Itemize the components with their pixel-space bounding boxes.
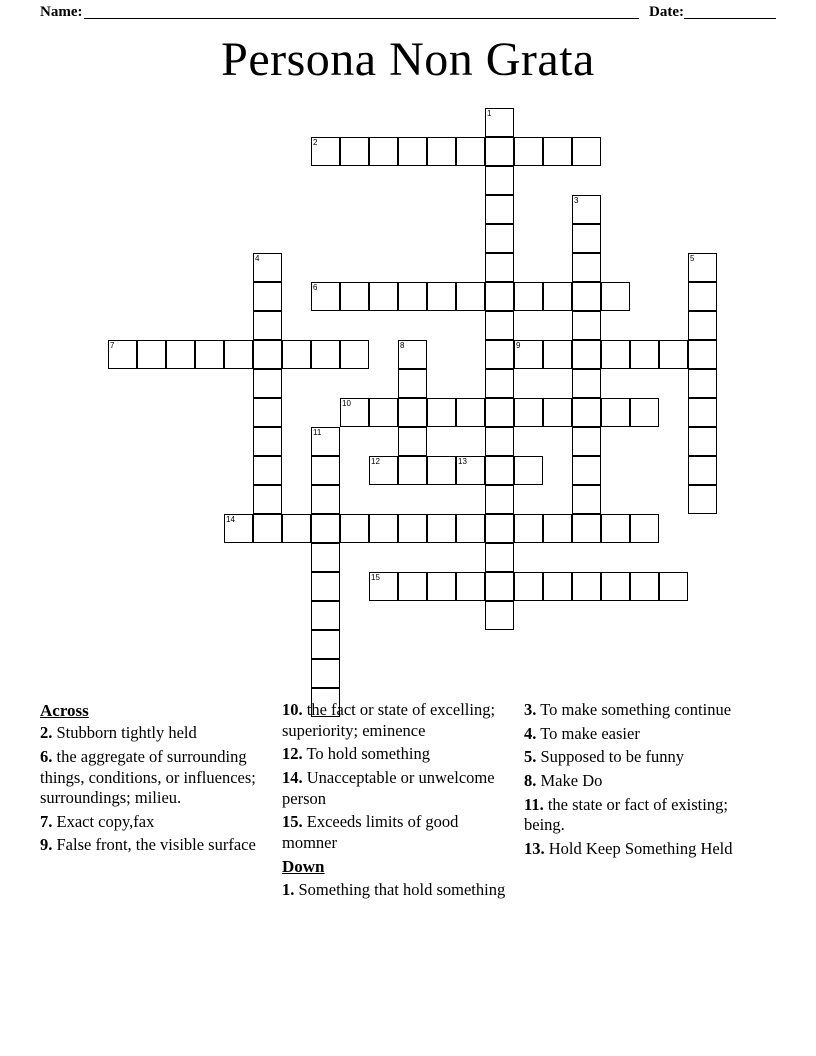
- crossword-cell[interactable]: [485, 398, 514, 427]
- clue-text: False front, the visible surface: [56, 835, 256, 855]
- crossword-cell[interactable]: [253, 514, 282, 543]
- crossword-cell[interactable]: [340, 340, 369, 369]
- crossword-cell[interactable]: [311, 630, 340, 659]
- crossword-cell[interactable]: [572, 514, 601, 543]
- crossword-cell[interactable]: [311, 601, 340, 630]
- crossword-cell[interactable]: [601, 572, 630, 601]
- crossword-cell[interactable]: [514, 137, 543, 166]
- crossword-cell[interactable]: [659, 572, 688, 601]
- crossword-cell[interactable]: [630, 398, 659, 427]
- name-label: Name:: [40, 3, 83, 20]
- clue-down-1: [282, 880, 516, 901]
- crossword-cell[interactable]: [572, 456, 601, 485]
- clue-number: 8.: [524, 770, 537, 790]
- clue-text: the aggregate of surrounding things, conditions, or influences; surroundings; milieu.: [40, 746, 256, 808]
- clue-text: To make something continue: [540, 700, 732, 719]
- crossword-cell[interactable]: [369, 137, 398, 166]
- clue-text: Supposed to be funny: [540, 747, 684, 767]
- crossword-cell[interactable]: [485, 253, 514, 282]
- clue-number: 7.: [40, 811, 53, 831]
- crossword-cell[interactable]: [543, 572, 572, 601]
- crossword-cell[interactable]: [253, 311, 282, 340]
- crossword-cell[interactable]: [485, 369, 514, 398]
- crossword-cell[interactable]: [688, 253, 717, 282]
- crossword-cell[interactable]: [572, 369, 601, 398]
- crossword-cell[interactable]: [688, 427, 717, 456]
- crossword-cell[interactable]: [688, 398, 717, 427]
- crossword-cell[interactable]: [572, 137, 601, 166]
- clue-text: Exceeds limits of good momner: [282, 812, 459, 852]
- clue-number: 12.: [282, 744, 303, 764]
- crossword-grid[interactable]: [108, 108, 708, 698]
- clues-column-3: [524, 700, 776, 990]
- clue-text: To hold something: [306, 744, 430, 764]
- clue-number: 5.: [524, 747, 537, 767]
- clue-down-3: [524, 700, 768, 721]
- across-heading: Across: [40, 701, 89, 720]
- crossword-cell[interactable]: [398, 340, 427, 369]
- crossword-cell[interactable]: [311, 572, 340, 601]
- crossword-cell[interactable]: [195, 340, 224, 369]
- crossword-cell[interactable]: [688, 369, 717, 398]
- crossword-cell[interactable]: [398, 427, 427, 456]
- crossword-cell[interactable]: [253, 398, 282, 427]
- cell-number: 12: [371, 457, 380, 466]
- clue-text: Stubborn tightly held: [56, 723, 197, 743]
- crossword-cell[interactable]: [543, 398, 572, 427]
- clue-number: 3.: [524, 700, 537, 719]
- crossword-cell[interactable]: [369, 398, 398, 427]
- cell-number: 10: [342, 399, 351, 408]
- crossword-cell[interactable]: [369, 572, 398, 601]
- crossword-cell[interactable]: [340, 282, 369, 311]
- clue-number: 13.: [524, 838, 545, 858]
- clue-down-8: [524, 771, 768, 792]
- crossword-cell[interactable]: [601, 340, 630, 369]
- clue-number: 4.: [524, 723, 537, 743]
- cell-number: 6: [313, 283, 318, 292]
- crossword-cell[interactable]: [543, 137, 572, 166]
- crossword-cell[interactable]: [427, 398, 456, 427]
- crossword-grid-container: [0, 108, 816, 698]
- clue-down-11: [524, 795, 768, 836]
- crossword-cell[interactable]: [485, 543, 514, 572]
- clue-across-14: [282, 768, 516, 809]
- clues-section: [40, 700, 776, 990]
- cell-number: 2: [313, 138, 318, 147]
- date-write-line[interactable]: [684, 5, 776, 19]
- crossword-cell[interactable]: [427, 137, 456, 166]
- crossword-cell[interactable]: [224, 340, 253, 369]
- crossword-cell[interactable]: [456, 398, 485, 427]
- crossword-cell[interactable]: [456, 572, 485, 601]
- crossword-cell[interactable]: [456, 514, 485, 543]
- clues-column-1: [40, 700, 282, 990]
- date-label: Date:: [649, 3, 684, 20]
- crossword-cell[interactable]: [369, 514, 398, 543]
- crossword-cell[interactable]: [514, 282, 543, 311]
- crossword-cell[interactable]: [427, 282, 456, 311]
- crossword-cell[interactable]: [311, 485, 340, 514]
- crossword-cell[interactable]: [514, 572, 543, 601]
- crossword-cell[interactable]: [572, 224, 601, 253]
- clue-text: To make easier: [540, 723, 640, 743]
- cell-number: 14: [226, 515, 235, 524]
- crossword-cell[interactable]: [688, 340, 717, 369]
- cell-number: 11: [313, 428, 322, 437]
- crossword-cell[interactable]: [253, 282, 282, 311]
- crossword-cell[interactable]: [572, 253, 601, 282]
- crossword-cell[interactable]: [311, 659, 340, 688]
- name-write-line[interactable]: [84, 5, 639, 19]
- crossword-cell[interactable]: [572, 427, 601, 456]
- clues-column-2: [282, 700, 524, 990]
- crossword-cell[interactable]: [485, 514, 514, 543]
- page-title: Persona Non Grata: [221, 33, 595, 86]
- crossword-cell[interactable]: [688, 311, 717, 340]
- crossword-cell[interactable]: [514, 340, 543, 369]
- clue-down-13: [524, 839, 768, 860]
- clue-text: the fact or state of excelling; superiority; eminence: [282, 700, 496, 740]
- crossword-cell[interactable]: [572, 195, 601, 224]
- clue-across-9: [40, 835, 274, 856]
- crossword-cell[interactable]: [572, 282, 601, 311]
- clue-text: Hold Keep Something Held: [548, 838, 733, 858]
- worksheet-header: [40, 0, 776, 24]
- clue-number: 15.: [282, 812, 303, 832]
- crossword-cell[interactable]: [369, 456, 398, 485]
- crossword-cell[interactable]: [485, 427, 514, 456]
- clue-number: 9.: [40, 835, 53, 855]
- crossword-cell[interactable]: [311, 543, 340, 572]
- crossword-cell[interactable]: [688, 456, 717, 485]
- crossword-cell[interactable]: [311, 514, 340, 543]
- crossword-cell[interactable]: [398, 398, 427, 427]
- crossword-cell[interactable]: [398, 456, 427, 485]
- crossword-cell[interactable]: [398, 514, 427, 543]
- clue-across-12: [282, 744, 516, 765]
- crossword-cell[interactable]: [427, 572, 456, 601]
- crossword-cell[interactable]: [688, 282, 717, 311]
- clue-down-4: [524, 724, 768, 745]
- crossword-cell[interactable]: [485, 485, 514, 514]
- crossword-cell[interactable]: [253, 253, 282, 282]
- crossword-cell[interactable]: [253, 456, 282, 485]
- clue-text: the state or fact of existing; being.: [524, 794, 728, 835]
- cell-number: 7: [110, 341, 115, 350]
- cell-number: 9: [516, 341, 521, 350]
- crossword-cell[interactable]: [630, 340, 659, 369]
- crossword-cell[interactable]: [630, 572, 659, 601]
- crossword-cell[interactable]: [398, 572, 427, 601]
- crossword-cell[interactable]: [340, 137, 369, 166]
- crossword-cell[interactable]: [166, 340, 195, 369]
- crossword-cell[interactable]: [253, 485, 282, 514]
- crossword-cell[interactable]: [311, 340, 340, 369]
- clue-number: 10.: [282, 700, 303, 719]
- clue-number: 14.: [282, 767, 303, 787]
- clue-down-5: [524, 747, 768, 768]
- clue-text: Exact copy,fax: [56, 811, 155, 831]
- crossword-cell[interactable]: [514, 456, 543, 485]
- crossword-cell[interactable]: [543, 340, 572, 369]
- crossword-cell[interactable]: [340, 514, 369, 543]
- crossword-cell[interactable]: [688, 485, 717, 514]
- crossword-cell[interactable]: [485, 195, 514, 224]
- crossword-cell[interactable]: [485, 166, 514, 195]
- clue-across-7: [40, 812, 274, 833]
- crossword-cell[interactable]: [311, 456, 340, 485]
- crossword-cell[interactable]: [253, 427, 282, 456]
- crossword-cell[interactable]: [427, 456, 456, 485]
- clue-number: 6.: [40, 746, 53, 766]
- crossword-cell[interactable]: [514, 514, 543, 543]
- clue-number: 2.: [40, 723, 53, 743]
- cell-number: 4: [255, 254, 260, 263]
- crossword-cell[interactable]: [108, 340, 137, 369]
- crossword-cell[interactable]: [572, 340, 601, 369]
- clue-across-2: [40, 723, 274, 744]
- crossword-cell[interactable]: [485, 456, 514, 485]
- cell-number: 5: [690, 254, 695, 263]
- crossword-cell[interactable]: [398, 137, 427, 166]
- crossword-cell[interactable]: [543, 514, 572, 543]
- crossword-cell[interactable]: [369, 282, 398, 311]
- crossword-cell[interactable]: [137, 340, 166, 369]
- crossword-cell[interactable]: [340, 398, 369, 427]
- crossword-cell[interactable]: [311, 427, 340, 456]
- crossword-cell[interactable]: [601, 398, 630, 427]
- crossword-cell[interactable]: [224, 514, 253, 543]
- crossword-cell[interactable]: [485, 137, 514, 166]
- clue-text: Make Do: [540, 770, 603, 790]
- crossword-cell[interactable]: [485, 282, 514, 311]
- crossword-cell[interactable]: [601, 282, 630, 311]
- down-heading: Down: [282, 857, 325, 877]
- crossword-cell[interactable]: [485, 572, 514, 601]
- crossword-cell[interactable]: [514, 398, 543, 427]
- crossword-cell[interactable]: [543, 282, 572, 311]
- crossword-cell[interactable]: [601, 514, 630, 543]
- crossword-cell[interactable]: [485, 601, 514, 630]
- crossword-cell[interactable]: [572, 398, 601, 427]
- clue-across-10: [282, 700, 516, 741]
- clue-number: 1.: [282, 879, 295, 899]
- crossword-cell[interactable]: [311, 137, 340, 166]
- cell-number: 15: [371, 573, 380, 582]
- cell-number: 13: [458, 457, 467, 466]
- cell-number: 8: [400, 341, 405, 350]
- crossword-cell[interactable]: [572, 572, 601, 601]
- crossword-cell[interactable]: [630, 514, 659, 543]
- crossword-cell[interactable]: [427, 514, 456, 543]
- crossword-cell[interactable]: [485, 108, 514, 137]
- crossword-cell[interactable]: [398, 369, 427, 398]
- clue-text: Something that hold something: [298, 879, 506, 899]
- crossword-cell[interactable]: [659, 340, 688, 369]
- crossword-cell[interactable]: [253, 340, 282, 369]
- crossword-cell[interactable]: [456, 456, 485, 485]
- crossword-cell[interactable]: [485, 340, 514, 369]
- crossword-cell[interactable]: [282, 340, 311, 369]
- crossword-cell[interactable]: [456, 282, 485, 311]
- crossword-cell[interactable]: [398, 282, 427, 311]
- clue-number: 11.: [524, 794, 544, 814]
- crossword-cell[interactable]: [485, 224, 514, 253]
- crossword-cell[interactable]: [253, 369, 282, 398]
- crossword-cell[interactable]: [485, 311, 514, 340]
- cell-number: 1: [487, 109, 492, 118]
- crossword-cell[interactable]: [282, 514, 311, 543]
- crossword-cell[interactable]: [311, 282, 340, 311]
- crossword-cell[interactable]: [456, 137, 485, 166]
- crossword-cell[interactable]: [572, 311, 601, 340]
- clue-across-6: [40, 747, 274, 809]
- clue-text: Unacceptable or unwelcome person: [282, 767, 495, 808]
- clue-across-15: [282, 812, 516, 853]
- crossword-cell[interactable]: [572, 485, 601, 514]
- cell-number: 3: [574, 196, 579, 205]
